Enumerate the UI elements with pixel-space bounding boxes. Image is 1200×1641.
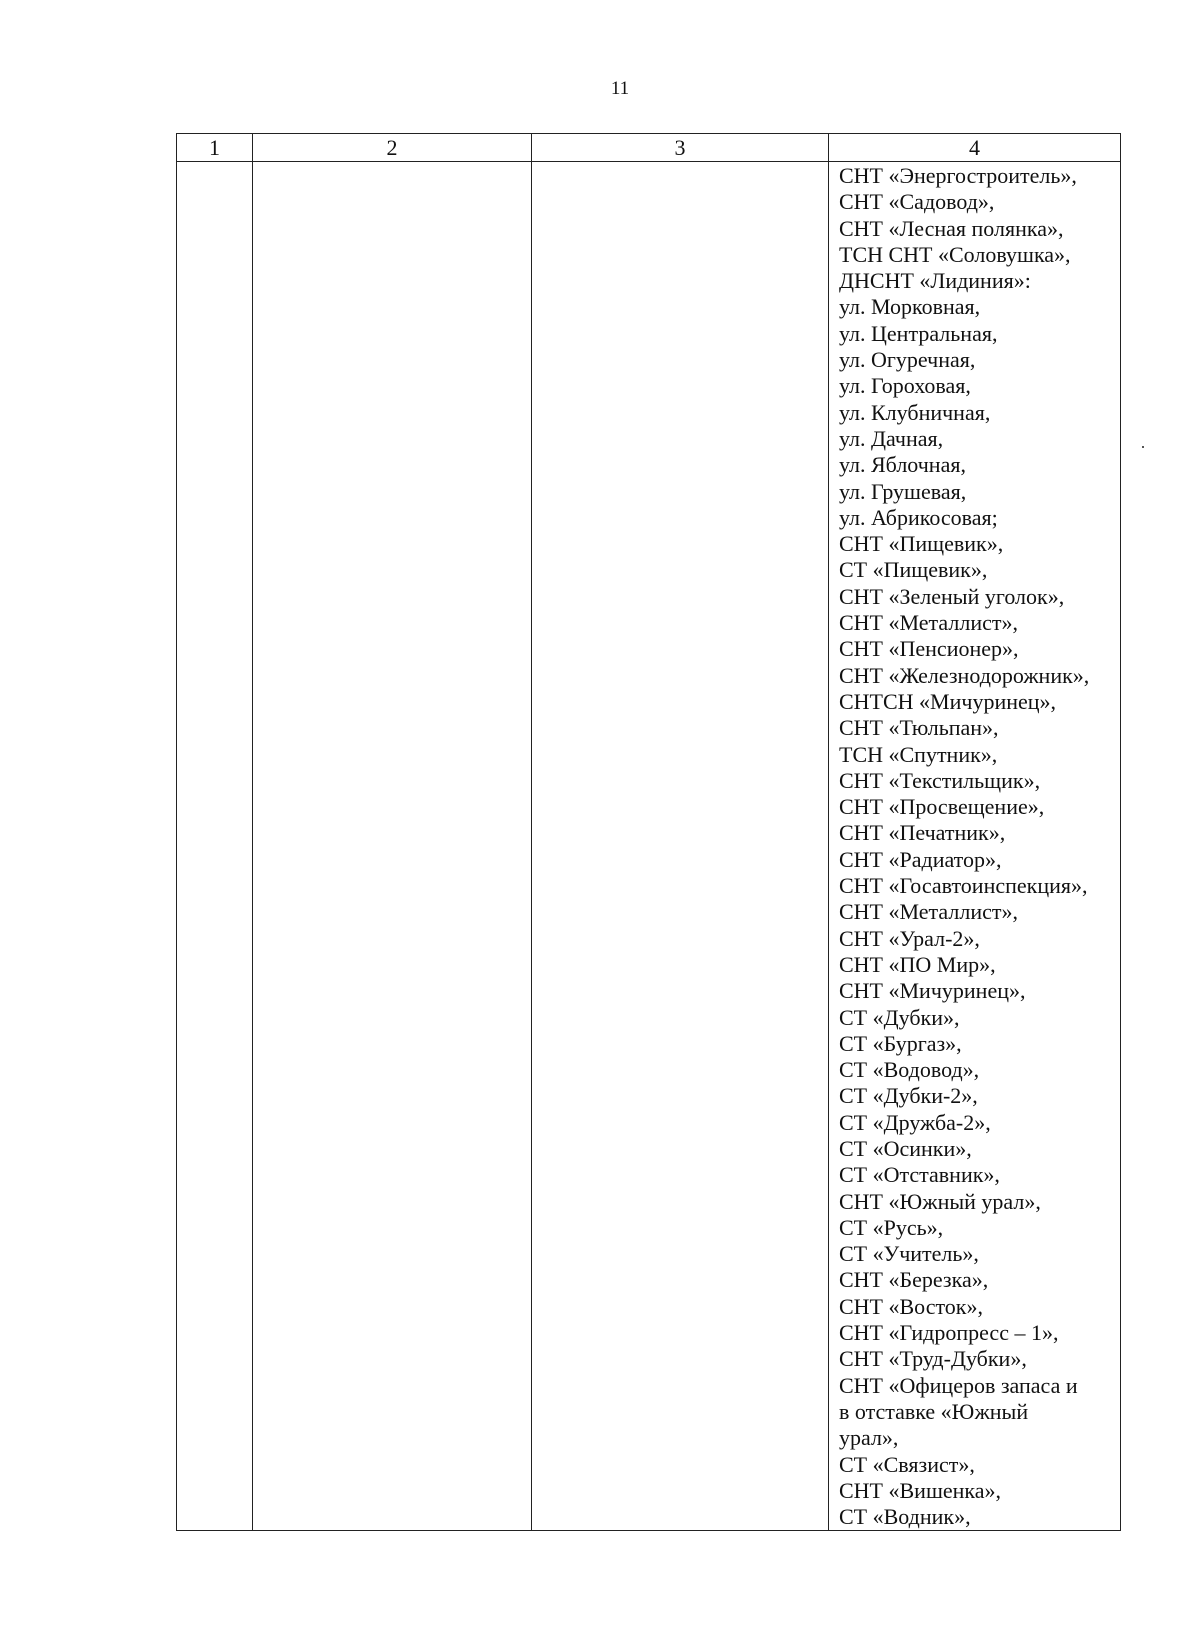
list-item: СНТ «Березка», bbox=[839, 1267, 989, 1293]
list-item: СТ «Связист», bbox=[839, 1451, 975, 1477]
list-item: СНТ «Госавтоинспекция», bbox=[839, 873, 1088, 899]
list-item: СНТ «ПО Мир», bbox=[839, 951, 996, 977]
organization-list bbox=[829, 162, 1120, 1530]
list-item: СНТ «Металлист», bbox=[839, 899, 1018, 925]
list-item: СНТ «Металлист», bbox=[839, 610, 1018, 636]
page-number: 11 bbox=[610, 78, 630, 99]
header-col-3: 3 bbox=[532, 134, 829, 162]
list-item: ул. Морковная, bbox=[839, 294, 981, 320]
list-item: СТ «Пищевик», bbox=[839, 557, 988, 583]
list-item: СНТ «Текстильщик», bbox=[839, 767, 1041, 793]
list-item: ДНСНТ «Лидиния»: bbox=[839, 268, 1031, 294]
list-item: ул. Клубничная, bbox=[839, 399, 991, 425]
list-item: урал», bbox=[839, 1425, 899, 1451]
list-item: СНТ «Вишенка», bbox=[839, 1477, 1002, 1503]
list-item: ул. Грушевая, bbox=[839, 478, 967, 504]
header-col-1: 1 bbox=[177, 134, 253, 162]
list-item: СТ «Русь», bbox=[839, 1214, 944, 1240]
cell-col-1 bbox=[177, 162, 253, 1531]
list-item: СНТ «Радиатор», bbox=[839, 846, 1002, 872]
list-item: ул. Дачная, bbox=[839, 425, 944, 451]
list-item: СТ «Дубки», bbox=[839, 1004, 960, 1030]
list-item: СНТ «Восток», bbox=[839, 1293, 983, 1319]
list-item: ул. Абрикосовая; bbox=[839, 504, 998, 530]
cell-col-2 bbox=[253, 162, 532, 1531]
list-item: ТСН «Спутник», bbox=[839, 741, 998, 767]
list-item: ул. Огуречная, bbox=[839, 347, 976, 373]
list-item: ул. Гороховая, bbox=[839, 373, 971, 399]
list-item: СНТ «Офицеров запаса и bbox=[839, 1372, 1078, 1398]
list-item: СНТ «Мичуринец», bbox=[839, 978, 1026, 1004]
table-header-row bbox=[177, 134, 1121, 162]
list-item: СНТСН «Мичуринец», bbox=[839, 688, 1057, 714]
list-item: СТ «Дружба-2», bbox=[839, 1109, 991, 1135]
list-item: СНТ «Садовод», bbox=[839, 189, 995, 215]
cell-col-3 bbox=[532, 162, 829, 1531]
list-item: СТ «Учитель», bbox=[839, 1241, 979, 1267]
list-item: СНТ «Пенсионер», bbox=[839, 636, 1019, 662]
list-item: СНТ «Тюльпан», bbox=[839, 715, 999, 741]
table-row bbox=[177, 162, 1121, 1531]
list-item: СНТ «Зеленый уголок», bbox=[839, 583, 1065, 609]
list-item: СНТ «Энергостроитель», bbox=[839, 163, 1077, 188]
scan-speck bbox=[1142, 446, 1144, 448]
list-item: СТ «Дубки-2», bbox=[839, 1083, 978, 1109]
list-item: ТСН СНТ «Соловушка», bbox=[839, 241, 1071, 267]
list-item: СНТ «Южный урал», bbox=[839, 1188, 1041, 1214]
list-item: в отставке «Южный bbox=[839, 1398, 1029, 1424]
list-item: СНТ «Просвещение», bbox=[839, 794, 1045, 820]
list-item: СНТ «Печатник», bbox=[839, 820, 1006, 846]
list-item: СНТ «Пищевик», bbox=[839, 531, 1004, 557]
list-item: СТ «Водовод», bbox=[839, 1057, 980, 1083]
list-item: СНТ «Железнодорожник», bbox=[839, 662, 1090, 688]
cell-col-4 bbox=[829, 162, 1121, 1531]
list-item: ул. Центральная, bbox=[839, 320, 998, 346]
list-item: СТ «Бургаз», bbox=[839, 1030, 962, 1056]
list-item: СТ «Осинки», bbox=[839, 1135, 972, 1161]
header-col-4: 4 bbox=[829, 134, 1121, 162]
list-item: СТ «Отставник», bbox=[839, 1162, 1000, 1188]
list-item: СТ «Водник», bbox=[839, 1504, 971, 1530]
list-item: ул. Яблочная, bbox=[839, 452, 966, 478]
list-item: СНТ «Лесная полянка», bbox=[839, 215, 1064, 241]
list-item: СНТ «Гидропресс – 1», bbox=[839, 1320, 1059, 1346]
list-item: СНТ «Урал-2», bbox=[839, 925, 980, 951]
list-item: СНТ «Труд-Дубки», bbox=[839, 1346, 1027, 1372]
document-table bbox=[176, 133, 1121, 1531]
header-col-2: 2 bbox=[253, 134, 532, 162]
